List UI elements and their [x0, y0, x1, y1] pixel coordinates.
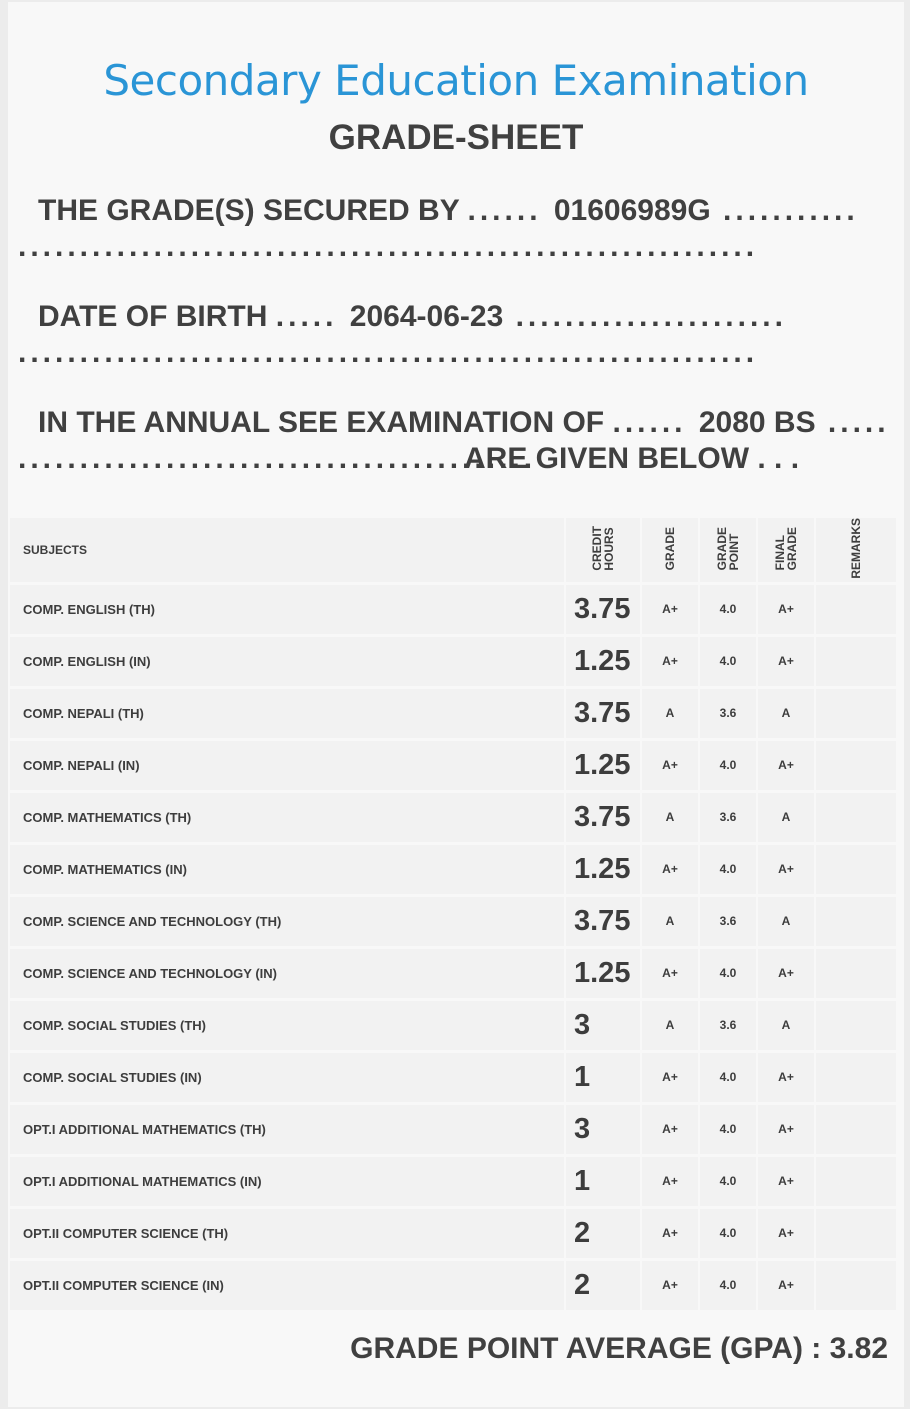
remarks-cell — [816, 1105, 898, 1157]
table-row — [10, 1053, 898, 1105]
gpa-value: 3.82 — [829, 1332, 888, 1365]
grade-point-cell: 4.0 — [700, 845, 758, 897]
secured-by-label: THE GRADE(S) SECURED BY — [38, 194, 460, 227]
final-grade-cell: A — [758, 689, 816, 741]
grade-cell: A+ — [642, 585, 700, 637]
page-title: Secondary Education Examination — [103, 56, 809, 105]
grade-cell: A — [642, 793, 700, 845]
grade-cell: A+ — [642, 1261, 700, 1313]
final-grade-cell: A+ — [758, 949, 816, 1001]
gpa-label: GRADE POINT AVERAGE (GPA) : — [350, 1332, 822, 1365]
table-row — [10, 1261, 898, 1313]
grade-cell: A+ — [642, 845, 700, 897]
remarks-cell — [816, 1053, 898, 1105]
page-subtitle: GRADE-SHEET — [328, 118, 584, 157]
grade-point-cell: 4.0 — [700, 949, 758, 1001]
grade-cell: A+ — [642, 1105, 700, 1157]
remarks-cell — [816, 897, 898, 949]
exam-year: 2080 BS — [698, 406, 816, 439]
credit-hours-cell: 1.25 — [566, 637, 642, 689]
grade-point-cell: 4.0 — [700, 637, 758, 689]
remarks-cell — [816, 637, 898, 689]
grade-cell: A+ — [642, 1209, 700, 1261]
credit-hours-cell: 3.75 — [566, 897, 642, 949]
subject-cell: COMP. SOCIAL STUDIES (TH) — [10, 1001, 566, 1053]
grade-cell: A+ — [642, 741, 700, 793]
table-row — [10, 845, 898, 897]
header-credit-hours: CREDIT HOURS — [566, 518, 642, 585]
grade-cell: A+ — [642, 949, 700, 1001]
remarks-cell — [816, 1209, 898, 1261]
dotted-filler: ............................................................ — [18, 230, 759, 263]
remarks-cell — [816, 1001, 898, 1053]
subject-cell: COMP. ENGLISH (IN) — [10, 637, 566, 689]
grade-cell: A+ — [642, 1053, 700, 1105]
subject-cell: OPT.II COMPUTER SCIENCE (TH) — [10, 1209, 566, 1261]
final-grade-cell: A+ — [758, 1209, 816, 1261]
credit-hours-cell: 3.75 — [566, 585, 642, 637]
subject-cell: COMP. SOCIAL STUDIES (IN) — [10, 1053, 566, 1105]
credit-hours-cell: 2 — [566, 1209, 642, 1261]
credit-hours-cell: 3 — [566, 1105, 642, 1157]
table-row — [10, 1105, 898, 1157]
table-row — [10, 1001, 898, 1053]
remarks-cell — [816, 1261, 898, 1313]
given-below-line: ..........................................ARE GIVEN BELOW . . . — [18, 442, 800, 475]
subject-cell: COMP. SCIENCE AND TECHNOLOGY (TH) — [10, 897, 566, 949]
table-row — [10, 897, 898, 949]
final-grade-cell: A+ — [758, 845, 816, 897]
final-grade-cell: A+ — [758, 741, 816, 793]
grade-point-cell: 4.0 — [700, 1053, 758, 1105]
grade-point-cell: 3.6 — [700, 897, 758, 949]
final-grade-cell: A+ — [758, 637, 816, 689]
subject-cell: COMP. ENGLISH (TH) — [10, 585, 566, 637]
credit-hours-cell: 1.25 — [566, 741, 642, 793]
subject-cell: COMP. NEPALI (TH) — [10, 689, 566, 741]
subject-cell: OPT.II COMPUTER SCIENCE (IN) — [10, 1261, 566, 1313]
table-row — [10, 1209, 898, 1261]
final-grade-cell: A — [758, 897, 816, 949]
final-grade-cell: A — [758, 793, 816, 845]
table-header-row — [10, 518, 898, 585]
remarks-cell — [816, 741, 898, 793]
grade-point-cell: 4.0 — [700, 1209, 758, 1261]
credit-hours-cell: 1 — [566, 1157, 642, 1209]
grade-point-cell: 3.6 — [700, 793, 758, 845]
grade-cell: A+ — [642, 637, 700, 689]
gpa-summary — [350, 1332, 888, 1366]
dotted-filler: ............................................................ — [18, 336, 759, 369]
secured-by-line: THE GRADE(S) SECURED BY ...... 01606989G ........... — [38, 194, 859, 227]
header-remarks: REMARKS — [816, 518, 898, 585]
grade-sheet — [8, 2, 904, 1407]
final-grade-cell: A+ — [758, 1157, 816, 1209]
table-row — [10, 637, 898, 689]
table-row — [10, 741, 898, 793]
grade-cell: A+ — [642, 1157, 700, 1209]
grade-point-cell: 3.6 — [700, 1001, 758, 1053]
credit-hours-cell: 1.25 — [566, 845, 642, 897]
grade-cell: A — [642, 689, 700, 741]
grade-point-cell: 4.0 — [700, 1261, 758, 1313]
credit-hours-cell: 3 — [566, 1001, 642, 1053]
table-row — [10, 949, 898, 1001]
final-grade-cell: A+ — [758, 1261, 816, 1313]
table-row — [10, 793, 898, 845]
grade-cell: A — [642, 897, 700, 949]
grade-point-cell: 4.0 — [700, 1157, 758, 1209]
subject-cell: COMP. MATHEMATICS (IN) — [10, 845, 566, 897]
subject-cell: OPT.I ADDITIONAL MATHEMATICS (TH) — [10, 1105, 566, 1157]
grade-point-cell: 3.6 — [700, 689, 758, 741]
symbol-number: 01606989G — [553, 194, 711, 227]
credit-hours-cell: 3.75 — [566, 793, 642, 845]
grade-point-cell: 4.0 — [700, 1105, 758, 1157]
credit-hours-cell: 2 — [566, 1261, 642, 1313]
subject-cell: COMP. NEPALI (IN) — [10, 741, 566, 793]
header-final-grade: FINAL GRADE — [758, 518, 816, 585]
final-grade-cell: A+ — [758, 1053, 816, 1105]
header-grade: GRADE — [642, 518, 700, 585]
dob-line: DATE OF BIRTH ..... 2064-06-23 ...................... — [38, 300, 787, 333]
subject-cell: COMP. SCIENCE AND TECHNOLOGY (IN) — [10, 949, 566, 1001]
remarks-cell — [816, 793, 898, 845]
dob-label: DATE OF BIRTH — [38, 300, 268, 333]
remarks-cell — [816, 845, 898, 897]
final-grade-cell: A+ — [758, 585, 816, 637]
credit-hours-cell: 1 — [566, 1053, 642, 1105]
remarks-cell — [816, 689, 898, 741]
exam-label: IN THE ANNUAL SEE EXAMINATION OF — [38, 406, 605, 439]
final-grade-cell: A — [758, 1001, 816, 1053]
grade-point-cell: 4.0 — [700, 741, 758, 793]
table-row — [10, 689, 898, 741]
given-below-text: ARE GIVEN BELOW . . . — [464, 442, 800, 475]
final-grade-cell: A+ — [758, 1105, 816, 1157]
grades-table — [10, 518, 898, 1313]
remarks-cell — [816, 1157, 898, 1209]
credit-hours-cell: 3.75 — [566, 689, 642, 741]
subject-cell: COMP. MATHEMATICS (TH) — [10, 793, 566, 845]
table-row — [10, 585, 898, 637]
remarks-cell — [816, 585, 898, 637]
exam-line: IN THE ANNUAL SEE EXAMINATION OF ...... 2080 BS ..... — [38, 406, 890, 439]
header-grade-point: GRADE POINT — [700, 518, 758, 585]
dob-value: 2064-06-23 — [349, 300, 504, 333]
credit-hours-cell: 1.25 — [566, 949, 642, 1001]
grade-cell: A — [642, 1001, 700, 1053]
subject-cell: OPT.I ADDITIONAL MATHEMATICS (IN) — [10, 1157, 566, 1209]
header-subjects: SUBJECTS — [10, 518, 566, 585]
grade-point-cell: 4.0 — [700, 585, 758, 637]
table-row — [10, 1157, 898, 1209]
remarks-cell — [816, 949, 898, 1001]
